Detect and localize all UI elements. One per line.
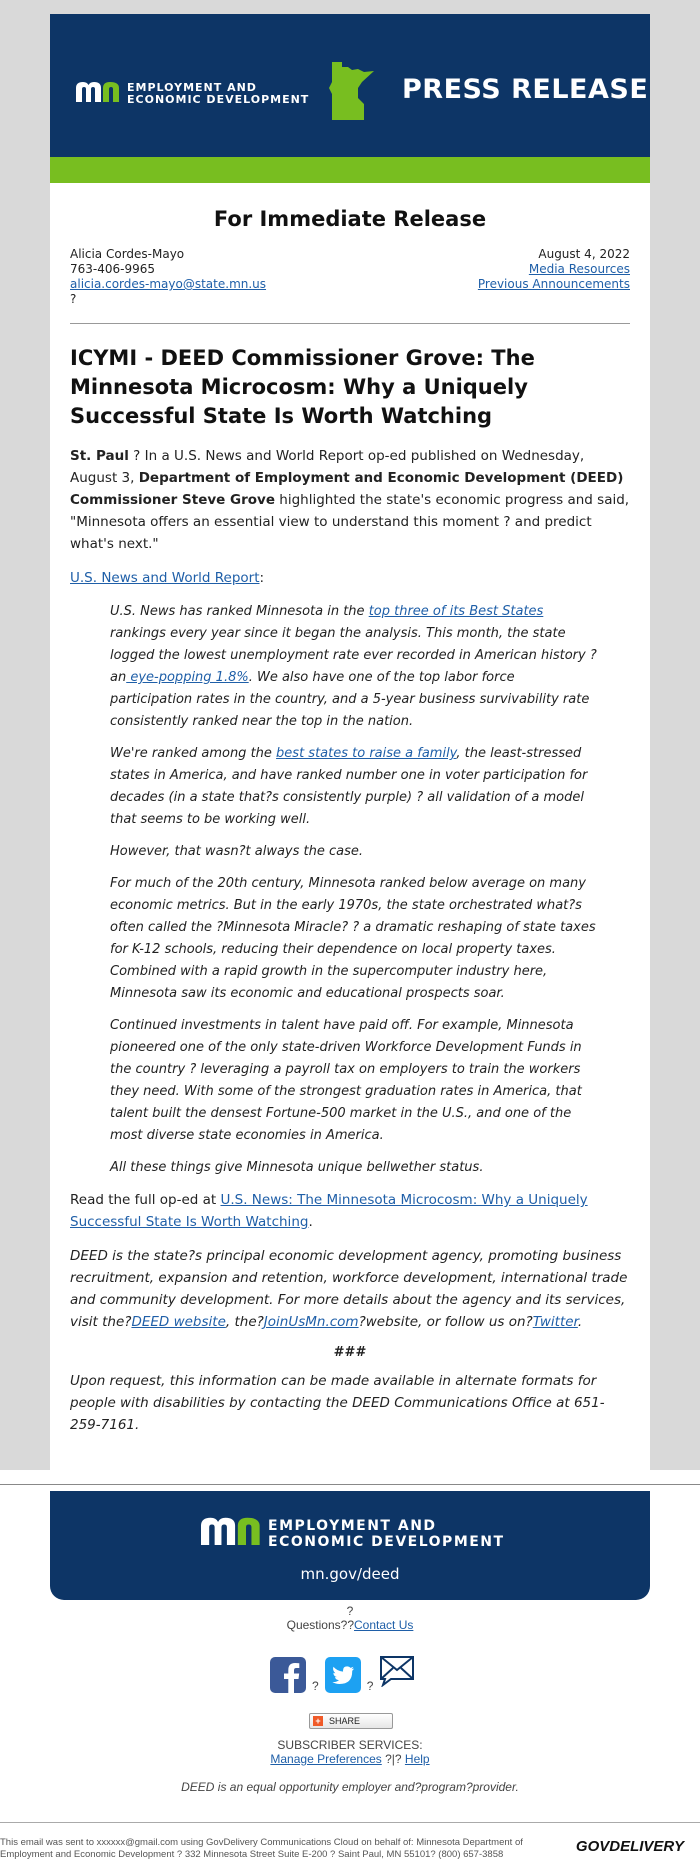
contact-extra: ? bbox=[70, 292, 77, 306]
contact-phone: 763-406-9965 bbox=[70, 262, 156, 276]
eye-popping-link[interactable]: eye-popping 1.8% bbox=[126, 670, 249, 685]
header-banner bbox=[50, 14, 650, 157]
full-op-ed-link[interactable]: U.S. News: The Minnesota Microcosm: Why a Uniquely Successful State Is Worth Watching bbox=[70, 1192, 588, 1230]
accessibility-note: Upon request, this information can be made available in alternate formats for people with disabilities by contacting the DEED Communications Office at 651-259-7161. bbox=[70, 1373, 605, 1433]
quote2-text-a: We're ranked among the bbox=[110, 746, 277, 761]
contact-email-link[interactable]: alicia.cordes-mayo@state.mn.us bbox=[70, 277, 267, 291]
contact-left bbox=[70, 247, 266, 307]
quote-paragraph-3: However, that wasn?t always the case. bbox=[110, 844, 363, 859]
bottom-divider bbox=[0, 1822, 700, 1823]
lede-bold: Department of Employment and Economic Development (DEED) Commissioner Steve Grove bbox=[70, 470, 624, 508]
quote-paragraph-4: For much of the 20th century, Minnesota ranked below average on many economic metrics. But in the early 1970s, the state orchestrated what?s often called the ?Minnesota Miracle? ? a dramatic reshaping of state taxes for K-12 schools, reducing their dependence on local property taxes. Combined with a rapid growth in the supercomputer industry here, Minnesota saw its economic and educational prospects soar. bbox=[110, 876, 596, 1001]
lede-paragraph bbox=[70, 445, 630, 555]
footer-banner bbox=[50, 1491, 650, 1600]
social-links bbox=[270, 1651, 415, 1693]
release-date: August 4, 2022 bbox=[538, 247, 630, 261]
minnesota-map-icon bbox=[328, 62, 376, 120]
source-colon: : bbox=[259, 570, 265, 586]
release-label: For Immediate Release bbox=[213, 207, 487, 231]
divider bbox=[70, 323, 630, 324]
mn-logo-icon bbox=[74, 80, 122, 102]
links-separator: ?|? bbox=[381, 1752, 405, 1766]
quote-paragraph-5: Continued investments in talent have paid off. For example, Minnesota pioneered one of the only state-driven Workforce Development Funds in the country ? leveraging a payroll tax on employers to train the workers they need. With some of the strongest graduation rates in America, that talent built the densest Fortune-500 market in the U.S., and one of the most diverse state economies in America. bbox=[110, 1018, 582, 1143]
release-content bbox=[50, 207, 650, 1480]
previous-announcements-link[interactable]: Previous Announcements bbox=[477, 277, 630, 291]
about-paragraph bbox=[70, 1245, 630, 1333]
contact-name: Alicia Cordes-Mayo bbox=[70, 247, 185, 261]
footer-divider bbox=[0, 1484, 700, 1485]
media-resources-link[interactable]: Media Resources bbox=[528, 262, 630, 276]
facebook-icon[interactable] bbox=[270, 1657, 306, 1693]
about-text-b: , the? bbox=[225, 1314, 264, 1330]
best-states-link[interactable]: top three of its Best States bbox=[368, 604, 544, 619]
social-sep-2: ? bbox=[366, 1679, 374, 1693]
deed-website-link[interactable]: DEED website bbox=[131, 1314, 226, 1330]
sent-notice: This email was sent to xxxxxx@gmail.com using GovDelivery Communications Cloud on behalf of: Minnesota Department of Employment and Economic Development ? 332 Minnesota Street Suite E-200 ? Saint Paul, MN 55101? (800) 657-3858 bbox=[0, 1837, 523, 1860]
quote1-text-c: . We also have one of the top labor force participation rates in the country, and a 5-year business survivability rate consistently ranked near the top in the nation. bbox=[110, 670, 590, 729]
headline: ICYMI - DEED Commissioner Grove: The Minnesota Microcosm: Why a Uniquely Successful State Is Worth Watching bbox=[70, 346, 535, 428]
manage-preferences-link[interactable]: Manage Preferences bbox=[270, 1752, 382, 1766]
quote2-text-b: , the least-stressed states in America, and have ranked number one in voter participation for decades (in a state that?s consistently purple) ? all validation of a model that seems to be working well. bbox=[110, 746, 588, 827]
quote-paragraph-2 bbox=[110, 743, 600, 831]
read-more-text: Read the full op-ed at bbox=[70, 1192, 221, 1208]
about-text-c: ?website, or follow us on? bbox=[358, 1314, 533, 1330]
help-link[interactable]: Help bbox=[404, 1752, 430, 1766]
quote-block bbox=[110, 601, 600, 1179]
header-agency-name bbox=[127, 82, 309, 106]
accent-bar bbox=[50, 157, 650, 183]
email-body bbox=[50, 14, 650, 1480]
share-label: SHARE bbox=[329, 1716, 361, 1726]
about-text-d: . bbox=[577, 1314, 583, 1330]
quote-paragraph-6: All these things give Minnesota unique bellwether status. bbox=[110, 1160, 484, 1175]
contact-us-link[interactable]: Contact Us bbox=[354, 1618, 414, 1632]
contact-right bbox=[478, 247, 630, 307]
subscriber-links bbox=[0, 1752, 700, 1766]
header-agency-line1: EMPLOYMENT AND bbox=[127, 81, 257, 94]
questions-line bbox=[0, 1618, 700, 1632]
lede-place: St. Paul bbox=[70, 448, 129, 464]
source-line bbox=[70, 567, 630, 589]
joinusmn-link[interactable]: JoinUsMn.com bbox=[263, 1314, 359, 1330]
lede-text-2: highlighted the state's economic progress and said, "Minnesota offers an essential view to understand this moment ? and predict what's next." bbox=[70, 492, 630, 552]
social-sep-1: ? bbox=[312, 1679, 319, 1693]
footer-agency-name bbox=[268, 1518, 505, 1550]
govdelivery-logo: GOVDELIVERY bbox=[575, 1838, 684, 1855]
read-more-paragraph bbox=[70, 1189, 630, 1233]
contact-block bbox=[70, 247, 630, 307]
footer-url: mn.gov/deed bbox=[300, 1565, 400, 1583]
share-button[interactable] bbox=[309, 1713, 393, 1729]
quote1-text-b: rankings every year since it began the analysis. This month, the state logged the lowest unemployment rate ever recorded in American history ? an bbox=[110, 626, 597, 685]
about-text-a: DEED is the state?s principal economic development agency, promoting business recruitment, expansion and retention, workforce development, international trade and community development. For more details about the agency and its services, visit the? bbox=[70, 1248, 628, 1330]
subscriber-services: SUBSCRIBER SERVICES: bbox=[277, 1738, 423, 1752]
email-icon[interactable] bbox=[379, 1651, 415, 1687]
questions-text: Questions?? bbox=[286, 1618, 355, 1632]
footer-mn-logo-icon bbox=[198, 1515, 264, 1545]
footer-question-mark: ? bbox=[346, 1604, 354, 1618]
footer-agency-line1: EMPLOYMENT AND bbox=[268, 1518, 437, 1534]
press-release-title: PRESS RELEASE bbox=[402, 74, 649, 105]
eeo-statement: DEED is an equal opportunity employer and?program?provider. bbox=[181, 1780, 519, 1794]
quote-paragraph-1 bbox=[110, 601, 600, 733]
header-agency-line2: ECONOMIC DEVELOPMENT bbox=[127, 93, 310, 106]
twitter-link[interactable]: Twitter bbox=[532, 1314, 578, 1330]
share-plus-icon: + bbox=[313, 1716, 323, 1726]
raise-family-link[interactable]: best states to raise a family bbox=[276, 746, 457, 761]
source-link[interactable]: U.S. News and World Report bbox=[70, 570, 260, 586]
end-mark: ### bbox=[333, 1345, 367, 1360]
quote1-text-a: U.S. News has ranked Minnesota in the bbox=[110, 604, 369, 619]
twitter-icon[interactable] bbox=[325, 1657, 361, 1693]
lede-text-1: ? In a U.S. News and World Report op-ed published on Wednesday, August 3, bbox=[70, 448, 585, 486]
footer-agency-line2: ECONOMIC DEVELOPMENT bbox=[268, 1534, 505, 1550]
read-more-period: . bbox=[308, 1214, 313, 1230]
